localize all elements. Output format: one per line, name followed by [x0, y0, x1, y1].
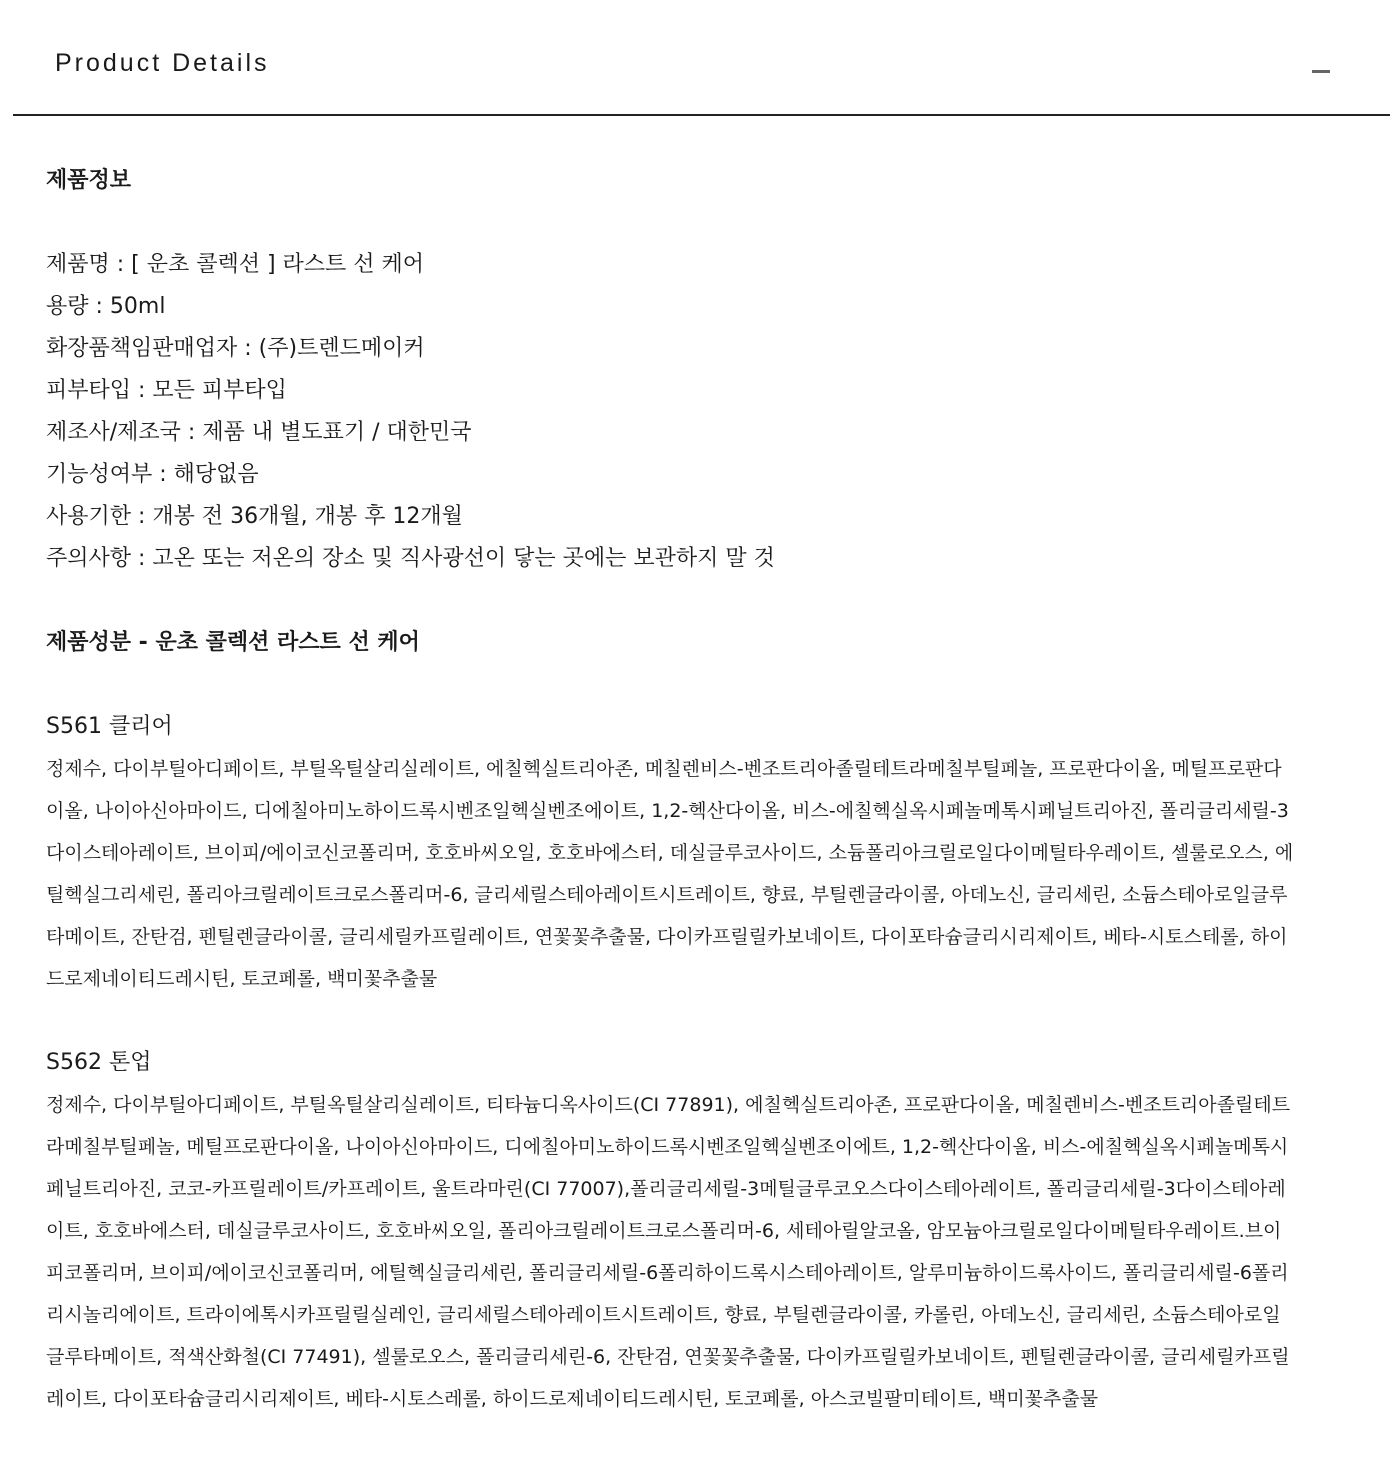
ingredient-list: 정제수, 다이부틸아디페이트, 부틸옥틸살리실레이트, 티타늄디옥사이드(CI 77891), 에칠헥실트리아존, 프로판다이올, 메칠렌비스-벤조트리아졸릴테트라메칠부틸페놀, 메틸프로판다이올, 나이아신아마이드, 디에칠아미노하이드록시벤조일헥실벤조이에트, 1,2-헥산다이올, 비스-에칠헥실옥시페놀메톡시페닐트리아진, 코코-카프릴레이트/카프레이트, 울트라마린(CI 77007),폴리글리세릴-3메틸글루코오스다이스테아레이트, 폴리글리세릴-3다이스테아레이트, 호호바에스터, 데실글루코사이드, 호호바씨오일, 폴리아크릴레이트크로스폴리머-6, 세테아릴알코올, 암모늄아크릴로일다이메틸타우레이트.브이피코폴리머, 브이피/에이코신코폴리머, 에틸헥실글리세린, 폴리글리세릴-6폴리하이드록시스테아레이트, 알루미늄하이드록사이드, 폴리글리세릴-6폴리리시놀리에이트, 트라이에톡시카프릴릴실레인, 글리세릴스테아레이트시트레이트, 향료, 부틸렌글라이콜, 카롤린, 아데노신, 글리세린, 소듐스테아로일글루타메이트, 적색산화철(CI 77491), 셀룰로오스, 폴리글리세린-6, 잔탄검, 연꽃꽃추출물, 다이카프릴릴카보네이트, 펜틸렌글라이콜, 글리세릴카프릴레이트, 다이포타슘글리시리제이트, 베타-시토스레롤, 하이드로제네이티드레시틴, 토코페롤, 아스코빌팔미테이트, 백미꽃추출물 — [46, 1094, 1291, 1410]
product-info-heading: 제품정보 — [46, 168, 132, 193]
info-caution: 주의사항 : 고온 또는 저온의 장소 및 직사광선이 닿는 곳에는 보관하지 말 것 — [46, 546, 775, 571]
shade-name: S562 톤업 — [46, 1050, 152, 1075]
product-details-content — [46, 160, 1296, 1420]
product-details-title: Product Details — [55, 49, 270, 77]
info-expiry: 사용기한 : 개봉 전 36개월, 개봉 후 12개월 — [46, 504, 463, 529]
shade-name: S561 클리어 — [46, 714, 173, 739]
info-manufacturer: 제조사/제조국 : 제품 내 별도표기 / 대한민국 — [46, 420, 472, 445]
info-volume: 용량 : 50ml — [46, 294, 166, 319]
ingredients-heading: 제품성분 - 운초 콜렉션 라스트 선 케어 — [46, 630, 420, 655]
ingredient-list: 정제수, 다이부틸아디페이트, 부틸옥틸살리실레이트, 에칠헥실트리아존, 메칠렌비스-벤조트리아졸릴테트라메칠부틸페놀, 프로판다이올, 메틸프로판다이올, 나이아신아마이드, 디에칠아미노하이드록시벤조일헥실벤조에이트, 1,2-헥산다이올, 비스-에칠헥실옥시페놀메톡시페닐트리아진, 폴리글리세릴-3다이스테아레이트, 브이피/에이코신코폴리머, 호호바씨오일, 호호바에스터, 데실글루코사이드, 소듐폴리아크릴로일다이메틸타우레이트, 셀룰로오스, 에틸헥실그리세린, 폴리아크릴레이트크로스폴리머-6, 글리세릴스테아레이트시트레이트, 향료, 부틸렌글라이콜, 아데노신, 글리세린, 소듐스테아로일글루타메이트, 잔탄검, 펜틸렌글라이콜, 글리세릴카프릴레이트, 연꽃꽃추출물, 다이카프릴릴카보네이트, 다이포타슘글리시리제이트, 베타-시토스테롤, 하이드로제네이티드레시틴, 토코페롤, 백미꽃추출물 — [46, 758, 1294, 990]
shade-block-s561 — [46, 706, 1296, 1000]
minus-icon[interactable] — [1312, 62, 1330, 78]
product-info-list — [46, 244, 1296, 580]
product-details-header[interactable] — [13, 0, 1390, 116]
info-skin-type: 피부타입 : 모든 피부타입 — [46, 378, 287, 403]
info-functional: 기능성여부 : 해당없음 — [46, 462, 259, 487]
minus-icon-bar — [1312, 70, 1330, 73]
info-distributor: 화장품책임판매업자 : (주)트렌드메이커 — [46, 336, 425, 361]
shade-block-s562 — [46, 1042, 1296, 1420]
info-product-name: 제품명 : [ 운초 콜렉션 ] 라스트 선 케어 — [46, 252, 425, 277]
